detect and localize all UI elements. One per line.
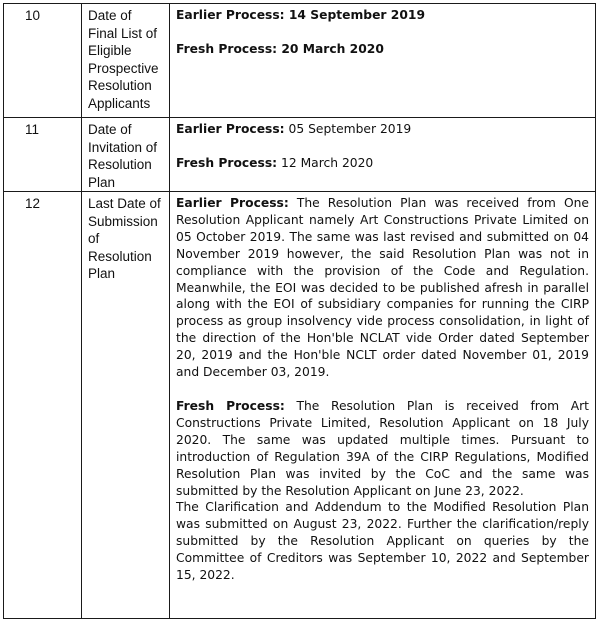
- fresh-process-text: The Resolution Plan is received from Art Constructions Private Limited, Resolution Applicant on 18 July 2020. The same was updated multiple times. Pursuant to introduction of Regulation 39A of the CIRP Regulations, Modified Resolution Plan was invited by the CoC and the same was submitted by the Resolution Applicant on June 23, 2022.: [176, 398, 589, 498]
- table-row: [4, 4, 596, 118]
- label-line: Resolution: [88, 78, 152, 93]
- label-line: Submission: [88, 213, 158, 229]
- label-line: Final List of: [88, 25, 158, 41]
- label-line: Date of: [88, 8, 132, 23]
- label-line: Resolution: [88, 157, 152, 172]
- label-line: Plan: [88, 266, 116, 281]
- label-line: of: [88, 231, 100, 246]
- row-number: 11: [4, 118, 82, 192]
- row-label: [82, 118, 170, 192]
- earlier-process-date: 05 September 2019: [288, 122, 412, 136]
- row-number: 10: [4, 4, 82, 118]
- row-number: 12: [4, 192, 82, 619]
- label-line: Prospective: [88, 60, 159, 76]
- earlier-process-date: Earlier Process: 14 September 2019: [176, 8, 426, 22]
- earlier-process-line: [176, 121, 589, 138]
- label-line: Invitation of: [88, 139, 158, 155]
- label-line: Plan: [88, 174, 116, 190]
- earlier-process-paragraph: [176, 195, 589, 381]
- earlier-process-text: The Resolution Plan was received from One Resolution Applicant namely Art Constructions Private Limited on 05 October 2019. The same was last revised and submitted on 04 November 2019 however, the said Resolution Plan was not in compliance with the provision of the Code and Regulation. Meanwhile, the EOI was decided to be published afresh in parallel along with the EOI of subsidiary companies for running the CIRP process as group insolvency vide process consolidation, in light of the direction of the Hon'ble NCLAT vide Order dated September 20, 2019 and the Hon'ble NCLT order dated November 01, 2019 and December 03, 2019.: [176, 196, 589, 380]
- clarification-paragraph: The Clarification and Addendum to the Modified Resolution Plan was submitted on August 23, 2022. Further the clarification/reply submitted by the Resolution Applicant on queries by the Committee of Creditors was September 10, 2022 and September 15, 2022.: [176, 500, 589, 583]
- earlier-process-label: Earlier Process:: [176, 122, 285, 136]
- fresh-process-label: Fresh Process:: [176, 398, 285, 413]
- fresh-process-date: 12 March 2020: [281, 155, 374, 170]
- label-line: Applicants: [88, 95, 151, 111]
- row-content: [170, 118, 596, 192]
- earlier-process-label: Earlier Process:: [176, 196, 289, 210]
- row-content: [170, 192, 596, 619]
- fresh-process-line: [176, 155, 589, 172]
- row-label: [82, 4, 170, 118]
- label-line: Last Date of: [88, 196, 161, 211]
- document-page: [3, 3, 596, 631]
- table-row: [4, 192, 596, 619]
- cirp-timeline-table: [3, 3, 596, 619]
- fresh-process-paragraph: [176, 398, 589, 499]
- fresh-process-label: Fresh Process:: [176, 155, 278, 170]
- label-line: Eligible: [88, 43, 132, 58]
- label-line: Date of: [88, 122, 132, 137]
- row-content: [170, 4, 596, 118]
- fresh-process-date: Fresh Process: 20 March 2020: [176, 41, 384, 56]
- row-label: [82, 192, 170, 619]
- label-line: Resolution: [88, 248, 152, 264]
- table-row: [4, 118, 596, 192]
